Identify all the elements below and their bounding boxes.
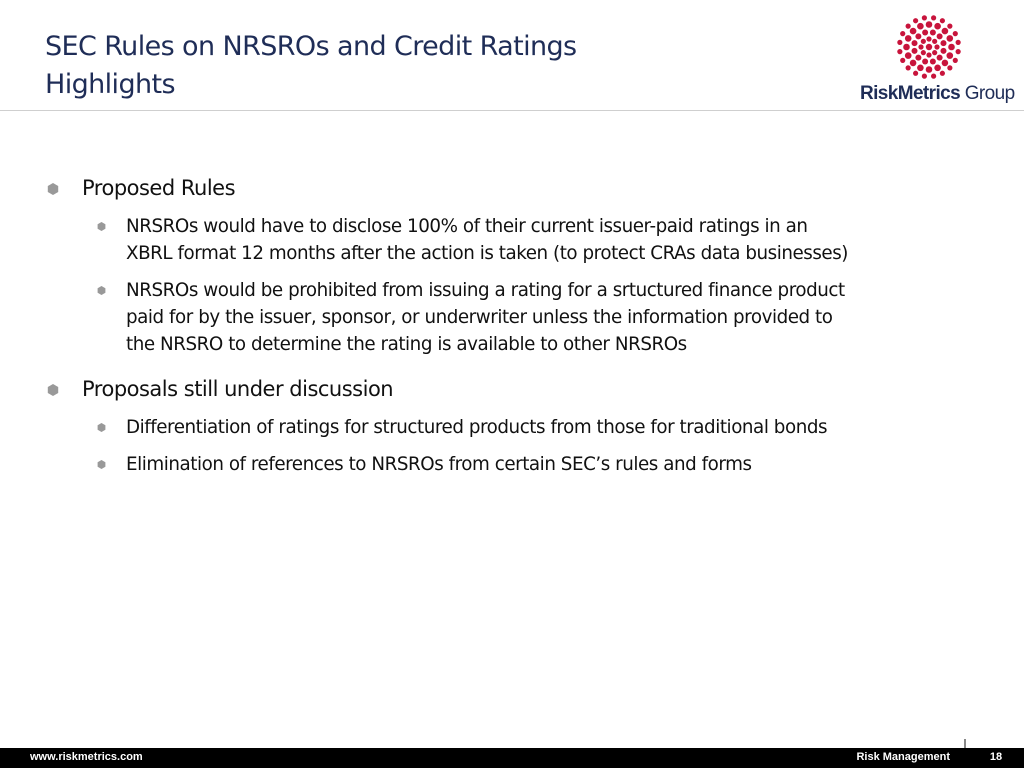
logo-dot [897, 49, 902, 54]
logo-dot [921, 39, 926, 44]
logo-dot [906, 24, 911, 29]
sub-bullet-text [126, 451, 976, 478]
logo-starburst-icon [896, 14, 962, 80]
text-line: Elimination of references to NRSROs from certain SEC’s rules and forms [126, 454, 752, 475]
slide-title-line-1: SEC Rules on NRSROs and Credit Ratings [45, 31, 577, 62]
logo-dot [934, 64, 941, 71]
logo-dot [917, 64, 924, 71]
logo-dot [926, 66, 933, 73]
logo-dot [953, 58, 958, 63]
logo-dot [905, 52, 912, 59]
section-heading: Proposed Rules [82, 176, 236, 200]
logo-dot [913, 18, 918, 23]
logo-dot [932, 39, 937, 44]
logo-dot [915, 33, 921, 39]
page-number: 18 [989, 751, 1003, 763]
logo-dot [931, 15, 936, 20]
logo-dot [922, 15, 927, 20]
hexagon-bullet-icon [97, 423, 106, 432]
hexagon-bullet-icon [97, 286, 106, 295]
logo-dot [926, 52, 931, 57]
logo-dot [906, 65, 911, 70]
sub-bullet-text [126, 414, 976, 441]
header-divider [0, 110, 1024, 111]
logo-dot [903, 44, 910, 51]
logo-dot [922, 30, 928, 36]
logo-dot [918, 44, 923, 49]
logo-dot [946, 52, 953, 59]
logo-dot [910, 60, 917, 67]
text-line: paid for by the issuer, sponsor, or underwriter unless the information provided to [126, 307, 833, 328]
logo-dot [912, 48, 918, 54]
logo-dot [940, 48, 946, 54]
text-line: NRSROs would have to disclose 100% of their current issuer-paid ratings in an [126, 216, 808, 237]
logo-wordmark [860, 83, 1015, 105]
logo-dot [934, 44, 939, 49]
logo-dot [900, 31, 905, 36]
hexagon-bullet-icon [47, 384, 59, 396]
logo-dot [930, 58, 936, 64]
hexagon-bullet-icon [97, 460, 106, 469]
logo-dot [926, 21, 933, 28]
logo-dot [947, 65, 952, 70]
logo-dot [922, 74, 927, 79]
sub-bullet-text [126, 213, 976, 267]
logo-dot [915, 55, 921, 61]
logo-dot [956, 49, 961, 54]
text-line: NRSROs would be prohibited from issuing a rating for a srtuctured finance product [126, 280, 845, 301]
logo-dot [947, 24, 952, 29]
logo-dot [942, 28, 949, 35]
logo-dot [921, 50, 926, 55]
logo-dot [905, 35, 912, 42]
slide-title [45, 28, 805, 104]
logo-dot [932, 50, 937, 55]
logo-dot [910, 28, 917, 35]
logo-dot [953, 31, 958, 36]
logo-name-regular: Group [964, 83, 1015, 104]
footer-section-label: Risk Management [856, 751, 950, 763]
logo-dot [912, 40, 918, 46]
text-line: the NRSRO to determine the rating is available to other NRSROs [126, 334, 687, 355]
slide-title-line-2: Highlights [45, 69, 175, 100]
logo-dot [934, 23, 941, 30]
logo-dot [937, 55, 943, 61]
logo-dot [900, 58, 905, 63]
sub-bullet-text [126, 277, 976, 358]
logo-dot [940, 71, 945, 76]
text-line: Differentiation of ratings for structured products from those for traditional bonds [126, 417, 828, 438]
logo-dot [922, 58, 928, 64]
logo-dot [946, 35, 953, 42]
logo-dot [917, 23, 924, 30]
footer-bar [0, 748, 1024, 768]
logo-dot [926, 44, 932, 50]
logo-dot [897, 40, 902, 45]
logo-dot [937, 33, 943, 39]
logo-dot [926, 36, 931, 41]
footer-website-link[interactable]: www.riskmetrics.com [30, 751, 143, 763]
logo-dot [931, 74, 936, 79]
logo-dot [956, 40, 961, 45]
hexagon-bullet-icon [97, 222, 106, 231]
logo-dot [942, 60, 949, 67]
logo-name-bold: RiskMetrics [860, 83, 961, 104]
hexagon-bullet-icon [47, 183, 59, 195]
text-line: XBRL format 12 months after the action is taken (to protect CRAs data businesses) [126, 243, 848, 264]
logo-dot [913, 71, 918, 76]
logo-dot [930, 30, 936, 36]
logo-dot [940, 40, 946, 46]
logo-dot [948, 44, 955, 51]
logo-dot [940, 18, 945, 23]
section-heading: Proposals still under discussion [82, 377, 394, 401]
riskmetrics-logo [856, 14, 1015, 106]
